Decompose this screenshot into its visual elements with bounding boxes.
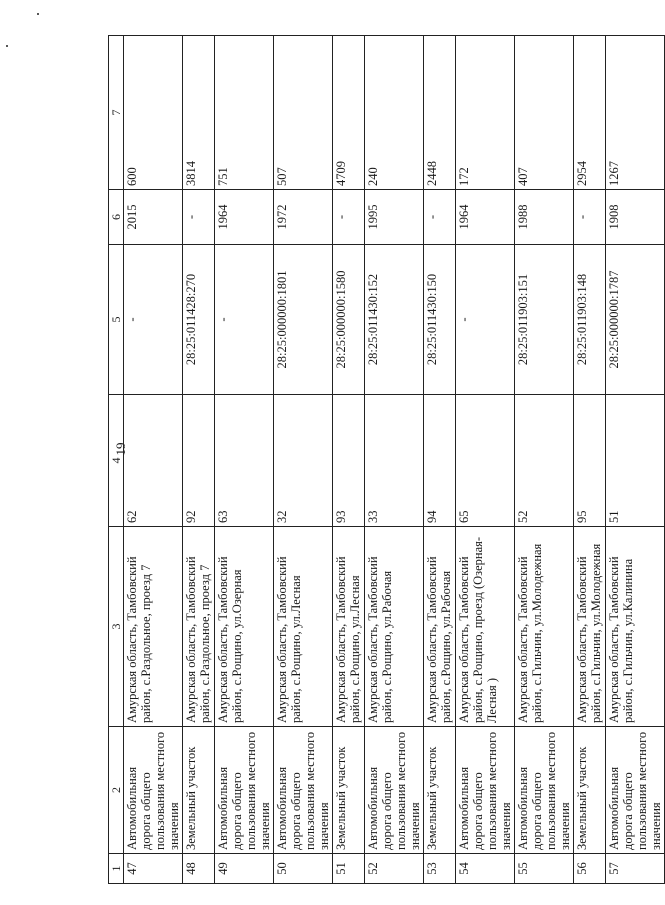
col4-value: 63: [215, 395, 274, 527]
col7-value: 2448: [424, 36, 456, 190]
col4-value: 51: [606, 395, 665, 527]
cadastral-number: -: [456, 245, 515, 395]
cadastral-number: 28:25:000000:1801: [274, 245, 333, 395]
year-value: 1964: [456, 190, 515, 245]
year-value: 1988: [515, 190, 574, 245]
col4-value: 65: [456, 395, 515, 527]
year-value: 1995: [365, 190, 424, 245]
object-type: Автомобильная дорога общего пользования местного значения: [515, 727, 574, 854]
table-row: [183, 36, 215, 884]
col4-value: 92: [183, 395, 215, 527]
table-row: [333, 36, 365, 884]
object-address: Амурская область, Тамбовский район, с.Раздольное, проезд 7: [183, 527, 215, 727]
year-value: -: [333, 190, 365, 245]
col7-value: 4709: [333, 36, 365, 190]
year-value: 1908: [606, 190, 665, 245]
col4-value: 62: [124, 395, 183, 527]
object-type: Автомобильная дорога общего пользования местного значения: [456, 727, 515, 854]
table-row: [274, 36, 333, 884]
object-address: Амурская область, Тамбовский район, с.Гильчин, ул.Калинина: [606, 527, 665, 727]
cadastral-number: -: [215, 245, 274, 395]
scan-speck: [6, 45, 8, 47]
col4-value: 94: [424, 395, 456, 527]
page-number: 19: [113, 442, 128, 456]
row-number: 57: [606, 854, 665, 884]
cadastral-number: 28:25:011903:148: [574, 245, 606, 395]
col7-value: 240: [365, 36, 424, 190]
table-row: [365, 36, 424, 884]
object-address: Амурская область, Тамбовский район, с.Гильчин, ул.Молодежная: [515, 527, 574, 727]
row-number: 48: [183, 854, 215, 884]
object-type: Земельный участок: [424, 727, 456, 854]
col4-value: 33: [365, 395, 424, 527]
header-cell: 3: [109, 527, 124, 727]
cadastral-number: 28:25:011428:270: [183, 245, 215, 395]
row-number: 50: [274, 854, 333, 884]
col7-value: 1267: [606, 36, 665, 190]
year-value: -: [183, 190, 215, 245]
table-row: [574, 36, 606, 884]
row-number: 53: [424, 854, 456, 884]
col7-value: 751: [215, 36, 274, 190]
header-cell: 5: [109, 245, 124, 395]
cadastral-number: 28:25:011430:152: [365, 245, 424, 395]
year-value: 2015: [124, 190, 183, 245]
row-number: 56: [574, 854, 606, 884]
col4-value: 95: [574, 395, 606, 527]
col4-value: 32: [274, 395, 333, 527]
registry-table: [108, 35, 665, 884]
object-type: Автомобильная дорога общего пользования местного значения: [365, 727, 424, 854]
object-type: Земельный участок: [333, 727, 365, 854]
object-address: Амурская область, Тамбовский район, с.Рощино, проезд (Озерная-Лесная ): [456, 527, 515, 727]
row-number: 54: [456, 854, 515, 884]
header-cell: 6: [109, 190, 124, 245]
col7-value: 507: [274, 36, 333, 190]
object-type: Земельный участок: [574, 727, 606, 854]
year-value: 1972: [274, 190, 333, 245]
object-address: Амурская область, Тамбовский район, с.Раздольное, проезд 7: [124, 527, 183, 727]
object-type: Автомобильная дорога общего пользования местного значения: [274, 727, 333, 854]
table-row: [515, 36, 574, 884]
object-address: Амурская область, Тамбовский район, с.Рощино, ул.Озерная: [215, 527, 274, 727]
object-address: Амурская область, Тамбовский район, с.Рощино, ул.Лесная: [274, 527, 333, 727]
col7-value: 600: [124, 36, 183, 190]
row-number: 55: [515, 854, 574, 884]
row-number: 52: [365, 854, 424, 884]
header-cell: 2: [109, 727, 124, 854]
scan-speck: [37, 13, 39, 15]
cadastral-number: 28:25:000000:1580: [333, 245, 365, 395]
col4-value: 52: [515, 395, 574, 527]
table-row: [424, 36, 456, 884]
col7-value: 172: [456, 36, 515, 190]
row-number: 49: [215, 854, 274, 884]
object-address: Амурская область, Тамбовский район, с.Рощино, ул.Рабочая: [424, 527, 456, 727]
object-address: Амурская область, Тамбовский район, с.Гильчин, ул.Молодежная: [574, 527, 606, 727]
col7-value: 407: [515, 36, 574, 190]
year-value: -: [574, 190, 606, 245]
year-value: -: [424, 190, 456, 245]
table-row: [215, 36, 274, 884]
header-cell: 4: [109, 395, 124, 527]
table-body: [124, 36, 665, 884]
row-number: 51: [333, 854, 365, 884]
header-row: [109, 36, 124, 884]
col4-value: 93: [333, 395, 365, 527]
object-type: Автомобильная дорога общего пользования местного значения: [606, 727, 665, 854]
object-address: Амурская область, Тамбовский район, с.Рощино, ул.Рабочая: [365, 527, 424, 727]
header-cell: 7: [109, 36, 124, 190]
col7-value: 2954: [574, 36, 606, 190]
year-value: 1964: [215, 190, 274, 245]
row-number: 47: [124, 854, 183, 884]
cadastral-number: 28:25:011430:150: [424, 245, 456, 395]
header-cell: 1: [109, 854, 124, 884]
col7-value: 3814: [183, 36, 215, 190]
object-type: Автомобильная дорога общего пользования местного значения: [215, 727, 274, 854]
cadastral-number: -: [124, 245, 183, 395]
object-address: Амурская область, Тамбовский район, с.Рощино, ул.Лесная: [333, 527, 365, 727]
table-row: [606, 36, 665, 884]
object-type: Земельный участок: [183, 727, 215, 854]
table-row: [456, 36, 515, 884]
table-row: [124, 36, 183, 884]
cadastral-number: 28:25:000000:1787: [606, 245, 665, 395]
object-type: Автомобильная дорога общего пользования местного значения: [124, 727, 183, 854]
cadastral-number: 28:25:011903:151: [515, 245, 574, 395]
